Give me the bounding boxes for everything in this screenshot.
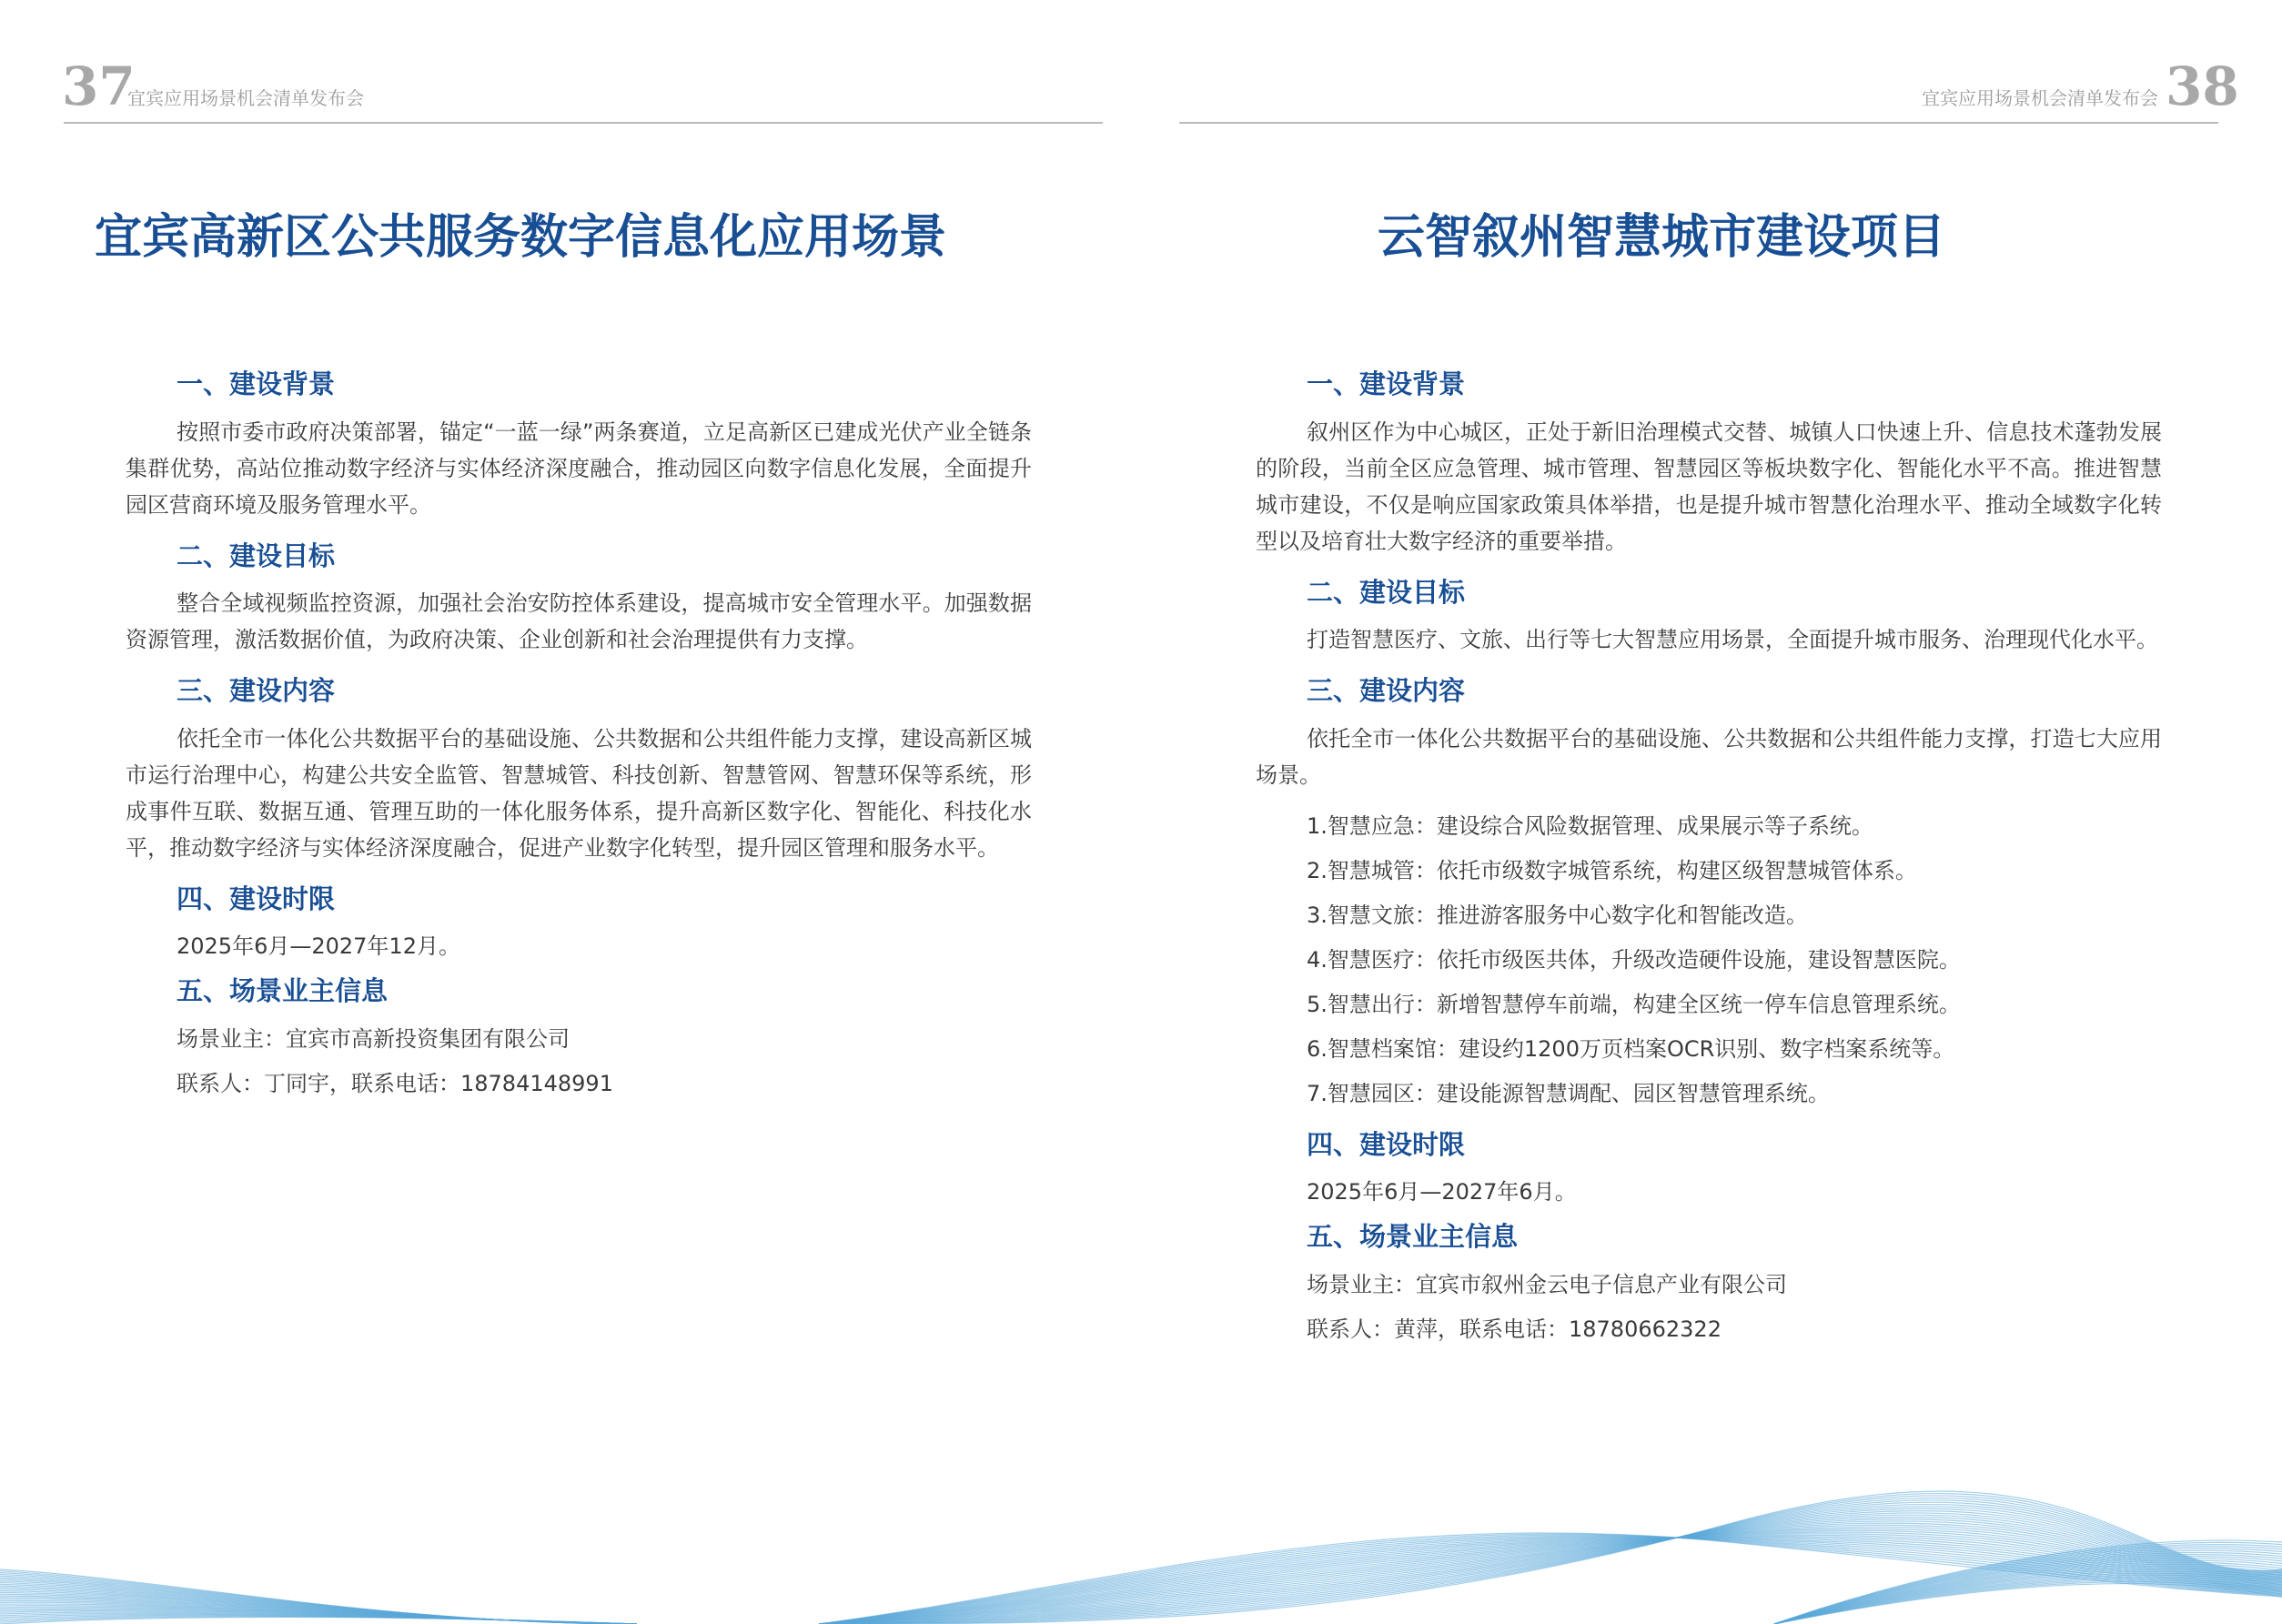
section-heading-background: 一、建设背景 — [1307, 368, 1466, 399]
section-text-background: 叙州区作为中心城区，正处于新旧治理模式交替、城镇人口快速上升、信息技术蓬勃发展的阶段，当前全区应急管理、城市管理、智慧园区等板块数字化、智能化水平不高。推进智慧城市建设，不仅是响应国家政策具体举措，也是提升城市智慧化治理水平、推动全域数字化转型以及培育壮大数字经济的重要举措。 — [1256, 419, 2162, 554]
page-content — [126, 366, 1032, 1110]
list-item: 2.智慧城管：依托市级数字城管系统，构建区级智慧城管体系。 — [1307, 857, 1917, 883]
page-title: 宜宾高新区公共服务数字信息化应用场景 — [94, 210, 946, 265]
section-text-goal: 整合全域视频监控资源，加强社会治安防控体系建设，提高城市安全管理水平。加强数据资源管理，激活数据价值，为政府决策、企业创新和社会治理提供有力支撑。 — [126, 590, 1032, 653]
page-number: 38 — [2166, 55, 2239, 117]
header-divider — [1179, 122, 2218, 124]
page-title: 云智叙州智慧城市建设项目 — [1377, 210, 1945, 265]
publication-name: 宜宾应用场景机会清单发布会 — [127, 87, 364, 109]
right-page — [1141, 0, 2282, 1624]
owner-name: 场景业主：宜宾市叙州金云电子信息产业有限公司 — [1307, 1271, 1787, 1297]
section-heading-owner: 五、场景业主信息 — [1307, 1221, 1519, 1253]
list-item: 3.智慧文旅：推进游客服务中心数字化和智能改造。 — [1307, 902, 1808, 928]
section-heading-content: 三、建设内容 — [177, 675, 336, 707]
page-content — [1256, 366, 2162, 1356]
owner-contact: 联系人：黄萍，联系电话：18780662322 — [1307, 1316, 1722, 1342]
section-text-timeline: 2025年6月—2027年6月。 — [1307, 1179, 1577, 1205]
list-item: 7.智慧园区：建设能源智慧调配、园区智慧管理系统。 — [1307, 1080, 1830, 1106]
page-number: 37 — [62, 55, 136, 117]
section-text-background: 按照市委市政府决策部署，锚定“一蓝一绿”两条赛道，立足高新区已建成光伏产业全链条集群优势，高站位推动数字经济与实体经济深度融合，推动园区向数字信息化发展，全面提升园区营商环境及服务管理水平。 — [126, 419, 1032, 518]
section-text-content: 依托全市一体化公共数据平台的基础设施、公共数据和公共组件能力支撑，打造七大应用场景。 — [1256, 725, 2162, 788]
list-item: 4.智慧医疗：依托市级医共体，升级改造硬件设施，建设智慧医院。 — [1307, 946, 1961, 973]
section-heading-background: 一、建设背景 — [177, 368, 336, 399]
list-item: 1.智慧应急：建设综合风险数据管理、成果展示等子系统。 — [1307, 812, 1873, 839]
owner-contact: 联系人：丁同宇，联系电话：18784148991 — [177, 1070, 613, 1096]
section-heading-goal: 二、建设目标 — [177, 540, 336, 571]
section-heading-timeline: 四、建设时限 — [1307, 1128, 1466, 1160]
section-heading-content: 三、建设内容 — [1307, 675, 1466, 707]
list-item: 6.智慧档案馆：建设约1200万页档案OCR识别、数字档案系统等。 — [1307, 1035, 1955, 1062]
publication-name: 宜宾应用场景机会清单发布会 — [1922, 87, 2158, 109]
section-text-goal: 打造智慧医疗、文旅、出行等七大智慧应用场景，全面提升城市服务、治理现代化水平。 — [1307, 627, 2158, 653]
section-text-content: 依托全市一体化公共数据平台的基础设施、公共数据和公共组件能力支撑，建设高新区城市运行治理中心，构建公共安全监管、智慧城管、科技创新、智慧管网、智慧环保等系统，形成事件互联、数据互通、管理互助的一体化服务体系，提升高新区数字化、智能化、科技化水平，推动数字经济与实体经济深度融合，促进产业数字化转型，提升园区管理和服务水平。 — [126, 725, 1032, 861]
section-heading-timeline: 四、建设时限 — [177, 883, 336, 914]
owner-name: 场景业主：宜宾市高新投资集团有限公司 — [177, 1025, 570, 1052]
header-divider — [64, 122, 1103, 124]
section-text-timeline: 2025年6月—2027年12月。 — [177, 933, 460, 960]
list-item: 5.智慧出行：新增智慧停车前端，构建全区统一停车信息管理系统。 — [1307, 991, 1961, 1017]
section-heading-goal: 二、建设目标 — [1307, 576, 1466, 608]
section-heading-owner: 五、场景业主信息 — [177, 975, 389, 1007]
